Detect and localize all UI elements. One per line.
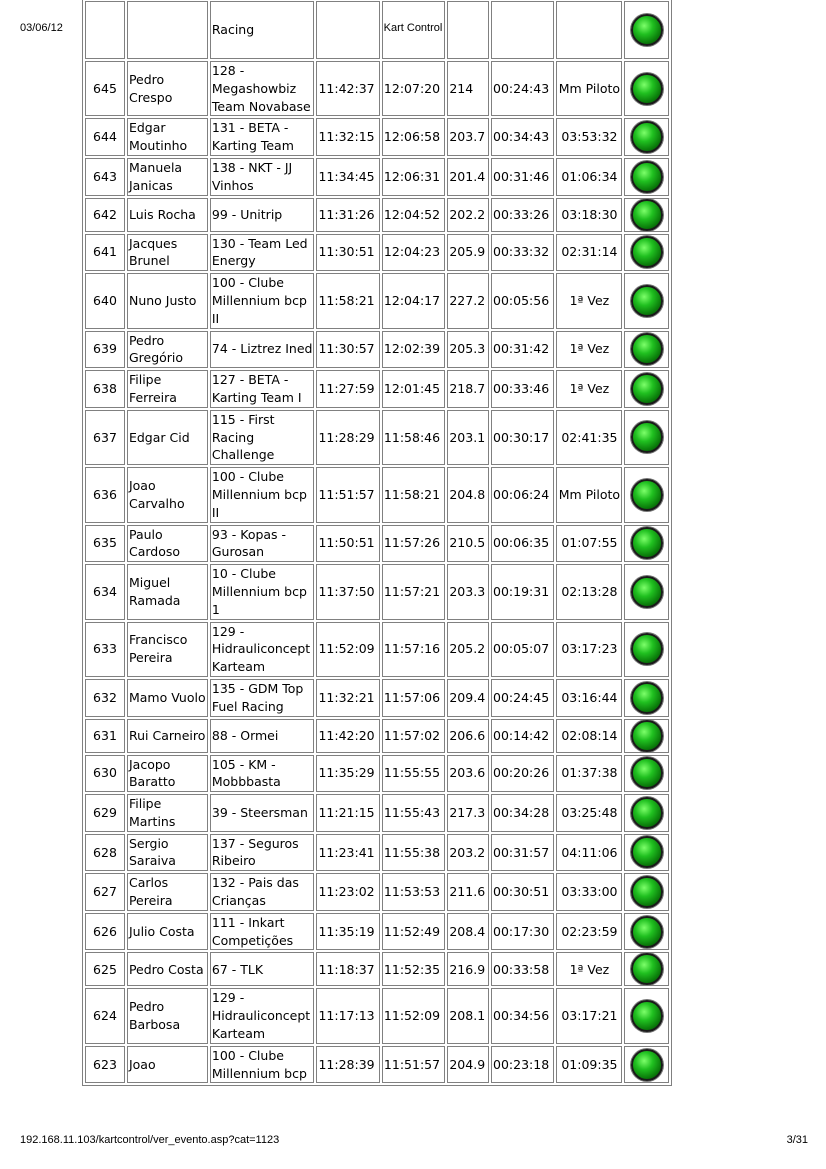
green-status-light-icon (631, 876, 663, 908)
green-status-light-icon (631, 73, 663, 105)
best-cell: 02:41:35 (556, 410, 622, 465)
end-time-cell: 12:07:20 (382, 61, 445, 116)
green-status-light-icon (631, 953, 663, 985)
team-cell: 115 - First Racing Challenge (210, 410, 315, 465)
start-time-cell: 11:35:19 (316, 913, 379, 951)
duration-cell: 00:24:45 (491, 679, 554, 717)
end-time-cell: 12:06:58 (382, 118, 445, 156)
driver-name-cell: Julio Costa (127, 913, 208, 951)
end-time-cell: 12:01:45 (382, 370, 445, 408)
value-cell: 208.4 (447, 913, 489, 951)
status-light-cell (624, 410, 669, 465)
duration-cell: 00:30:17 (491, 410, 554, 465)
status-light-cell (624, 622, 669, 677)
end-time-cell: 12:04:17 (382, 273, 445, 328)
table-row (85, 61, 669, 116)
start-time-cell: 11:28:29 (316, 410, 379, 465)
end-time-cell: 11:55:43 (382, 794, 445, 832)
team-cell: 129 - Hidrauliconcept Karteam (210, 988, 315, 1043)
table-row (85, 525, 669, 563)
team-cell: 127 - BETA - Karting Team I (210, 370, 315, 408)
position-cell: 636 (85, 467, 125, 522)
start-time-cell: 11:32:21 (316, 679, 379, 717)
best-cell: 03:17:21 (556, 988, 622, 1043)
duration-cell: 00:23:18 (491, 1046, 554, 1084)
table-row (85, 273, 669, 328)
best-cell: 01:06:34 (556, 158, 622, 196)
duration-cell: 00:19:31 (491, 564, 554, 619)
duration-cell: 00:34:56 (491, 988, 554, 1043)
position-cell: 634 (85, 564, 125, 619)
team-cell: 100 - Clube Millennium bcp II (210, 273, 315, 328)
start-time-cell: 11:18:37 (316, 952, 379, 986)
position-cell: 643 (85, 158, 125, 196)
end-time-cell: 11:52:09 (382, 988, 445, 1043)
position-cell: 639 (85, 331, 125, 369)
team-cell: 100 - Clube Millennium bcp II (210, 467, 315, 522)
team-cell: 74 - Liztrez Ined (210, 331, 315, 369)
status-light-cell (624, 234, 669, 272)
duration-cell: 00:31:46 (491, 158, 554, 196)
position-cell: 640 (85, 273, 125, 328)
position-cell: 637 (85, 410, 125, 465)
duration-cell: 00:06:35 (491, 525, 554, 563)
start-time-cell: 11:32:15 (316, 118, 379, 156)
driver-name-cell: Joao (127, 1046, 208, 1084)
start-time-cell: 11:21:15 (316, 794, 379, 832)
team-cell: 100 - Clube Millennium bcp (210, 1046, 315, 1084)
best-cell: 03:16:44 (556, 679, 622, 717)
start-time-cell: 11:17:13 (316, 988, 379, 1043)
table-row (85, 873, 669, 911)
duration-cell: 00:34:43 (491, 118, 554, 156)
green-status-light-icon (631, 836, 663, 868)
end-time-cell: 12:02:39 (382, 331, 445, 369)
duration-cell: 00:06:24 (491, 467, 554, 522)
end-time-cell: 11:57:21 (382, 564, 445, 619)
team-cell: 130 - Team Led Energy (210, 234, 315, 272)
status-light-cell (624, 370, 669, 408)
end-time-cell: 11:57:26 (382, 525, 445, 563)
position-cell: 644 (85, 118, 125, 156)
best-cell: 02:08:14 (556, 719, 622, 753)
status-light-cell (624, 331, 669, 369)
status-light-cell (624, 467, 669, 522)
team-cell: Racing (210, 1, 315, 59)
table-row (85, 198, 669, 232)
start-time-cell: 11:30:57 (316, 331, 379, 369)
start-time-cell: 11:23:02 (316, 873, 379, 911)
end-time-cell: 11:55:55 (382, 755, 445, 793)
best-cell: 01:09:35 (556, 1046, 622, 1084)
table-row (85, 679, 669, 717)
duration-cell: 00:14:42 (491, 719, 554, 753)
position-cell: 645 (85, 61, 125, 116)
table-row (85, 467, 669, 522)
duration-cell: 00:33:32 (491, 234, 554, 272)
driver-name-cell: Pedro Crespo (127, 61, 208, 116)
position-cell: 641 (85, 234, 125, 272)
duration-cell: 00:05:56 (491, 273, 554, 328)
team-cell: 105 - KM - Mobbbasta (210, 755, 315, 793)
position-cell: 625 (85, 952, 125, 986)
value-cell: 205.3 (447, 331, 489, 369)
duration-cell: 00:31:42 (491, 331, 554, 369)
best-cell: 01:07:55 (556, 525, 622, 563)
best-cell: 03:33:00 (556, 873, 622, 911)
position-cell: 629 (85, 794, 125, 832)
table-row (85, 118, 669, 156)
value-cell: 201.4 (447, 158, 489, 196)
status-light-cell (624, 873, 669, 911)
driver-name-cell: Sergio Saraiva (127, 834, 208, 872)
green-status-light-icon (631, 720, 663, 752)
driver-name-cell: Joao Carvalho (127, 467, 208, 522)
start-time-cell: 11:50:51 (316, 525, 379, 563)
best-cell: 1ª Vez (556, 370, 622, 408)
best-cell: 1ª Vez (556, 952, 622, 986)
end-time-cell: 11:55:38 (382, 834, 445, 872)
table-row (85, 158, 669, 196)
green-status-light-icon (631, 916, 663, 948)
position-cell: 633 (85, 622, 125, 677)
team-cell: 39 - Steersman (210, 794, 315, 832)
status-light-cell (624, 719, 669, 753)
best-cell: Mm Piloto (556, 61, 622, 116)
table-row (85, 331, 669, 369)
position-cell: 632 (85, 679, 125, 717)
table-row (85, 370, 669, 408)
team-cell: 88 - Ormei (210, 719, 315, 753)
duration-cell: 00:34:28 (491, 794, 554, 832)
value-cell: 203.3 (447, 564, 489, 619)
table-row (85, 913, 669, 951)
position-cell: 627 (85, 873, 125, 911)
start-time-cell: 11:35:29 (316, 755, 379, 793)
status-light-cell (624, 952, 669, 986)
value-cell: 204.9 (447, 1046, 489, 1084)
green-status-light-icon (631, 373, 663, 405)
driver-name-cell: Edgar Moutinho (127, 118, 208, 156)
position-cell: 630 (85, 755, 125, 793)
value-cell: 203.7 (447, 118, 489, 156)
green-status-light-icon (631, 285, 663, 317)
green-status-light-icon (631, 576, 663, 608)
green-status-light-icon (631, 527, 663, 559)
value-cell: 202.2 (447, 198, 489, 232)
green-status-light-icon (631, 757, 663, 789)
table-row (85, 234, 669, 272)
team-cell: 129 - Hidrauliconcept Karteam (210, 622, 315, 677)
table-row (85, 564, 669, 619)
start-time-cell: 11:31:26 (316, 198, 379, 232)
start-time-cell: 11:23:41 (316, 834, 379, 872)
best-cell: 03:25:48 (556, 794, 622, 832)
start-time-cell: 11:51:57 (316, 467, 379, 522)
position-cell: 624 (85, 988, 125, 1043)
status-light-cell (624, 913, 669, 951)
best-cell: 1ª Vez (556, 273, 622, 328)
results-table-body (85, 1, 669, 1083)
driver-name-cell: Jacques Brunel (127, 234, 208, 272)
value-cell: 214 (447, 61, 489, 116)
value-cell: 211.6 (447, 873, 489, 911)
end-time-cell: 12:06:31 (382, 158, 445, 196)
green-status-light-icon (631, 1000, 663, 1032)
status-light-cell (624, 755, 669, 793)
duration-cell (491, 1, 554, 59)
duration-cell: 00:05:07 (491, 622, 554, 677)
status-light-cell (624, 834, 669, 872)
value-cell: 210.5 (447, 525, 489, 563)
table-row (85, 1046, 669, 1084)
team-cell: 10 - Clube Millennium bcp 1 (210, 564, 315, 619)
green-status-light-icon (631, 161, 663, 193)
page-number: 3/31 (786, 1134, 808, 1146)
position-cell: 626 (85, 913, 125, 951)
end-time-cell: 12:04:52 (382, 198, 445, 232)
green-status-light-icon (631, 682, 663, 714)
best-cell (556, 1, 622, 59)
value-cell: 208.1 (447, 988, 489, 1043)
best-cell: Mm Piloto (556, 467, 622, 522)
green-status-light-icon (631, 421, 663, 453)
end-time-cell: 11:58:21 (382, 467, 445, 522)
table-row (85, 794, 669, 832)
duration-cell: 00:31:57 (491, 834, 554, 872)
end-time-cell: 11:52:49 (382, 913, 445, 951)
page-url: 192.168.11.103/kartcontrol/ver_evento.asp?cat=1123 (20, 1134, 280, 1146)
table-row (85, 719, 669, 753)
best-cell: 02:23:59 (556, 913, 622, 951)
driver-name-cell: Mamo Vuolo (127, 679, 208, 717)
driver-name-cell: Paulo Cardoso (127, 525, 208, 563)
table-row (85, 410, 669, 465)
end-time-cell (382, 1, 445, 59)
status-light-cell (624, 118, 669, 156)
driver-name-cell (127, 1, 208, 59)
team-cell: 135 - GDM Top Fuel Racing (210, 679, 315, 717)
duration-cell: 00:24:43 (491, 61, 554, 116)
duration-cell: 00:30:51 (491, 873, 554, 911)
position-cell: 628 (85, 834, 125, 872)
value-cell: 217.3 (447, 794, 489, 832)
best-cell: 03:53:32 (556, 118, 622, 156)
driver-name-cell: Filipe Martins (127, 794, 208, 832)
value-cell: 205.2 (447, 622, 489, 677)
position-cell: 635 (85, 525, 125, 563)
green-status-light-icon (631, 121, 663, 153)
start-time-cell (316, 1, 379, 59)
best-cell: 03:17:23 (556, 622, 622, 677)
team-cell: 132 - Pais das Crianças (210, 873, 315, 911)
status-light-cell (624, 525, 669, 563)
best-cell: 1ª Vez (556, 331, 622, 369)
value-cell: 205.9 (447, 234, 489, 272)
start-time-cell: 11:42:20 (316, 719, 379, 753)
print-date: 03/06/12 (20, 22, 63, 34)
driver-name-cell: Edgar Cid (127, 410, 208, 465)
team-cell: 67 - TLK (210, 952, 315, 986)
status-light-cell (624, 1, 669, 59)
team-cell: 128 - Megashowbiz Team Novabase (210, 61, 315, 116)
driver-name-cell: Pedro Gregório (127, 331, 208, 369)
page-title: Kart Control (383, 22, 443, 34)
position-cell: 623 (85, 1046, 125, 1084)
status-light-cell (624, 273, 669, 328)
value-cell: 216.9 (447, 952, 489, 986)
team-cell: 111 - Inkart Competições (210, 913, 315, 951)
duration-cell: 00:33:58 (491, 952, 554, 986)
status-light-cell (624, 794, 669, 832)
value-cell: 203.2 (447, 834, 489, 872)
value-cell: 209.4 (447, 679, 489, 717)
driver-name-cell: Francisco Pereira (127, 622, 208, 677)
start-time-cell: 11:34:45 (316, 158, 379, 196)
driver-name-cell: Rui Carneiro (127, 719, 208, 753)
results-table (82, 0, 672, 1086)
value-cell: 203.1 (447, 410, 489, 465)
team-cell: 131 - BETA - Karting Team (210, 118, 315, 156)
end-time-cell: 11:58:46 (382, 410, 445, 465)
value-cell: 218.7 (447, 370, 489, 408)
driver-name-cell: Pedro Costa (127, 952, 208, 986)
team-cell: 93 - Kopas - Gurosan (210, 525, 315, 563)
table-row (85, 952, 669, 986)
table-row (85, 622, 669, 677)
green-status-light-icon (631, 333, 663, 365)
green-status-light-icon (631, 236, 663, 268)
green-status-light-icon (631, 797, 663, 829)
driver-name-cell: Luis Rocha (127, 198, 208, 232)
end-time-cell: 11:51:57 (382, 1046, 445, 1084)
value-cell: 203.6 (447, 755, 489, 793)
duration-cell: 00:33:46 (491, 370, 554, 408)
value-cell: 227.2 (447, 273, 489, 328)
driver-name-cell: Carlos Pereira (127, 873, 208, 911)
green-status-light-icon (631, 199, 663, 231)
value-cell (447, 1, 489, 59)
start-time-cell: 11:37:50 (316, 564, 379, 619)
end-time-cell: 11:57:16 (382, 622, 445, 677)
table-row (85, 988, 669, 1043)
driver-name-cell: Miguel Ramada (127, 564, 208, 619)
status-light-cell (624, 988, 669, 1043)
value-cell: 204.8 (447, 467, 489, 522)
start-time-cell: 11:58:21 (316, 273, 379, 328)
end-time-cell: 11:52:35 (382, 952, 445, 986)
table-row (85, 1, 669, 59)
status-light-cell (624, 564, 669, 619)
driver-name-cell: Manuela Janicas (127, 158, 208, 196)
status-light-cell (624, 158, 669, 196)
status-light-cell (624, 198, 669, 232)
driver-name-cell: Jacopo Baratto (127, 755, 208, 793)
driver-name-cell: Nuno Justo (127, 273, 208, 328)
duration-cell: 00:20:26 (491, 755, 554, 793)
start-time-cell: 11:30:51 (316, 234, 379, 272)
duration-cell: 00:17:30 (491, 913, 554, 951)
green-status-light-icon (631, 479, 663, 511)
table-row (85, 755, 669, 793)
start-time-cell: 11:28:39 (316, 1046, 379, 1084)
green-status-light-icon (631, 633, 663, 665)
green-status-light-icon (631, 1049, 663, 1081)
status-light-cell (624, 61, 669, 116)
driver-name-cell: Pedro Barbosa (127, 988, 208, 1043)
team-cell: 138 - NKT - JJ Vinhos (210, 158, 315, 196)
start-time-cell: 11:27:59 (316, 370, 379, 408)
status-light-cell (624, 1046, 669, 1084)
driver-name-cell: Filipe Ferreira (127, 370, 208, 408)
value-cell: 206.6 (447, 719, 489, 753)
table-row (85, 834, 669, 872)
position-cell (85, 1, 125, 59)
best-cell: 03:18:30 (556, 198, 622, 232)
duration-cell: 00:33:26 (491, 198, 554, 232)
best-cell: 02:31:14 (556, 234, 622, 272)
best-cell: 04:11:06 (556, 834, 622, 872)
status-light-cell (624, 679, 669, 717)
best-cell: 01:37:38 (556, 755, 622, 793)
end-time-cell: 12:04:23 (382, 234, 445, 272)
position-cell: 631 (85, 719, 125, 753)
team-cell: 137 - Seguros Ribeiro (210, 834, 315, 872)
end-time-cell: 11:57:06 (382, 679, 445, 717)
position-cell: 638 (85, 370, 125, 408)
start-time-cell: 11:42:37 (316, 61, 379, 116)
start-time-cell: 11:52:09 (316, 622, 379, 677)
best-cell: 02:13:28 (556, 564, 622, 619)
green-status-light-icon (631, 14, 663, 46)
end-time-cell: 11:53:53 (382, 873, 445, 911)
position-cell: 642 (85, 198, 125, 232)
team-cell: 99 - Unitrip (210, 198, 315, 232)
end-time-cell: 11:57:02 (382, 719, 445, 753)
